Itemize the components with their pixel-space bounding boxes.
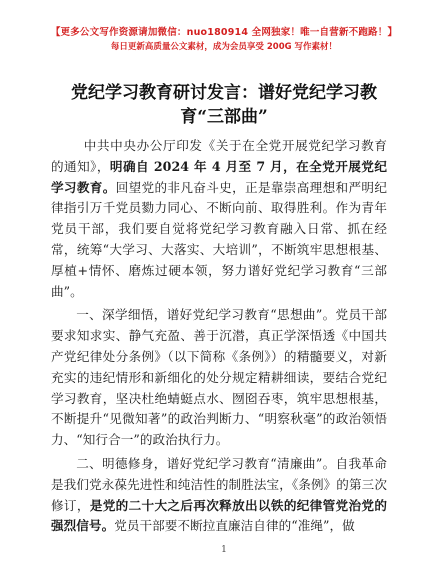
section-2-sentence-1: 二、明德修身，谱好党纪学习教育“清廉曲”。自我革命是我们党永葆先进性和纯洁性的制胜法宝，《条例》的第三次修订， (51, 455, 387, 513)
section-2-sentence-3: 党员干部要不断拉直廉洁自律的“准绳”，做 (114, 518, 355, 534)
page-number: 1 (221, 545, 227, 555)
intro-sentence-2-emphasis: 明确自 2024 年 4 月至 7 月，在全党开展党纪学习教育。 (51, 158, 387, 195)
promo-banner-line-2: 每日更新高质量公文素材，成为会员享受 200G 写作素材！ (110, 42, 338, 52)
document-body (51, 136, 387, 540)
paragraph-intro (51, 136, 387, 302)
document-title: 党纪学习教育研讨发言：谱好党纪学习教育“三部曲” (71, 83, 377, 127)
paragraph-section-1: 一、深学细悟，谱好党纪学习教育“思想曲”。党员干部要求知求实、静气充盈、善于沉潜，真正学深悟透《中国共产党纪律处分条例》（以下简称《条例》）的精髓要义，对新充实的违纪情形和新细化的处分规定精耕细读，要结合党纪学习教育，坚决杜绝蜻蜓点水、囫囵吞枣，筑牢思想根基，不断提升“见微知著”的政治判断力、“明察秋毫”的政治领悟力、“知行合一”的政治执行力。 (51, 307, 387, 448)
paragraph-section-2 (51, 454, 387, 537)
intro-sentence-3: 回望党的非凡奋斗史，正是靠崇高理想和严明纪律指引万千党员勠力同心、不断向前、取得胜利。作为青年党员干部，我们要自觉将党纪学习教育融入日常、抓在经常，统筹“大学习、大落实、大培训”，不断筑牢思想根基、厚植+情怀、磨炼过硬本领，努力谱好党纪学习教育“三部曲”。 (51, 179, 387, 299)
promo-banner-line-1: 【更多公文写作资源请加微信：nuo180914 全网独家！唯一自营新不跑路！】 (50, 27, 398, 38)
section-2-sentence-2-emphasis: 是党的二十大之后再次释放出以铁的纪律管党治党的强烈信号。 (51, 497, 387, 534)
intro-sentence-1: 中共中央办公厅印发《关于在全党开展党纪学习教育的通知》， (51, 138, 387, 174)
